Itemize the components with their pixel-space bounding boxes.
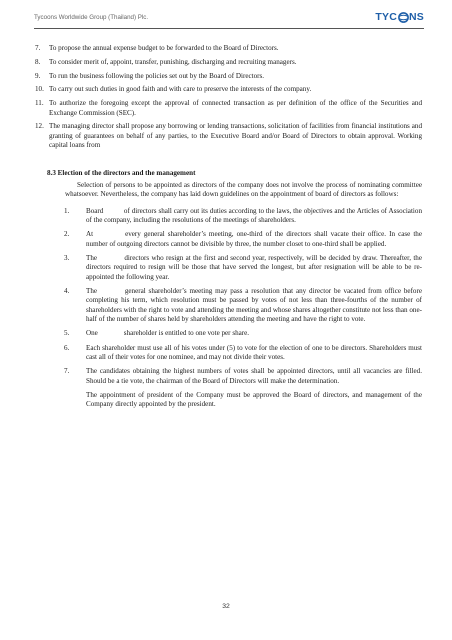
sub-number: 7. [64,367,70,376]
sub-lead-word: At [86,230,94,239]
list-number: 10. [35,85,44,94]
sub-text: every general shareholder’s meeting, one-third of the directors shall vacate their office. In case the number of outgoing directors cannot be divisible by three, the number closet to one-third shall be applied. [86,230,422,248]
sub-item-2 [64,230,422,249]
sub-text: shareholder is entitled to one vote per share. [123,329,250,338]
sub-lead-word: Board [86,206,104,215]
list-text: To consider merit of, appoint, transfer, punishing, discharging and recruiting managers. [49,57,297,66]
sub-item-4 [64,287,422,325]
sub-lead-word: The [86,254,98,263]
list-number: 8. [35,57,41,66]
sub-number: 1. [64,206,70,215]
logo-text-right: NS [409,11,424,23]
sub-lead-word: The [86,287,98,296]
list-number: 12. [35,122,44,131]
list-text: To authorize the foregoing except the approval of connected transaction as per definition of the office of the Securities and Exchange Commission (SEC). [49,99,422,117]
sub-item-6 [64,344,422,363]
page-number: 32 [222,603,230,610]
sub-item-1 [64,207,422,226]
page-header [34,11,424,25]
logo-globe-icon [398,12,409,23]
section-heading: 8.3 Election of the directors and the management [47,168,196,177]
list-item-7 [35,44,422,53]
sub-text: directors who resign at the first and second year, respectively, will be decided by draw. Thereafter, the directors required to resign will be those that have served the longest, but after resignation will be able to be re-appointed the following year. [86,254,422,281]
sub-text: general shareholder’s meeting may pass a resolution that any director be vacated from office before completing his term, which resolution must be passed by votes of not less than three-fourths of the number of shareholders with the right to vote and attending the meeting and whose shares altogether constitute not less than one-half of the number of shares held by shareholders attending the meeting and have the right to vote. [86,287,422,324]
list-item-10 [35,85,422,94]
sub-item-7 [64,367,422,386]
sub-text: Each shareholder must use all of his votes under (5) to vote for the election of one to be directors. Shareholders must cast all of their votes for one nominee, and may not divide their votes. [86,343,422,362]
section-intro: Selection of persons to be appointed as directors of the company does not involve the process of nominating committee whatsoever. Nevertheless, the company has laid down guidelines on the appointment of board of directors as follows: [65,181,422,199]
closing-paragraph: The appointment of president of the Company must be approved the Board of directors, and management of the Company directly appointed by the president. [86,390,422,409]
list-text: To run the business following the policies set out by the Board of Directors. [49,71,265,80]
company-logo [375,11,424,23]
sub-number: 2. [64,230,70,239]
company-name: Tycoons Worldwide Group (Thailand) Plc. [34,14,149,21]
list-text: To propose the annual expense budget to be forwarded to the Board of Directors. [49,44,279,52]
sub-item-5 [64,329,422,338]
list-number: 7. [35,44,41,52]
list-item-12 [35,122,422,150]
list-number: 11. [35,99,44,108]
sub-number: 5. [64,329,70,338]
sub-number: 4. [64,287,70,296]
sub-number: 6. [64,343,70,352]
page-content [35,44,422,410]
sub-text: of directors shall carry out its duties according to the laws, the objectives and the Articles of Association of the company, including the resolutions of the meetings of shareholders. [86,206,422,225]
list-text: The managing director shall propose any borrowing or lending transactions, solicitation of facilities from financial institutions and granting of guarantees on behalf of any parties, to the Executive Board and/or Board of Directors to obtain approval. Working capital loans from [49,122,422,150]
list-item-9 [35,72,422,81]
sub-text: The candidates obtaining the highest numbers of votes shall be appointed directors, until all vacancies are filled. Should be a tie vote, the chairman of the Board of Directors will make the determination. [86,367,422,385]
list-number: 9. [35,71,41,80]
sub-item-3 [64,254,422,282]
list-item-11 [35,99,422,118]
list-text: To carry out such duties in good faith and with care to preserve the interests of the company. [49,85,312,94]
sub-number: 3. [64,254,70,263]
logo-text-left: TYC [375,11,397,23]
header-rule [34,28,424,29]
sub-lead-word: One [86,329,98,338]
list-item-8 [35,58,422,67]
